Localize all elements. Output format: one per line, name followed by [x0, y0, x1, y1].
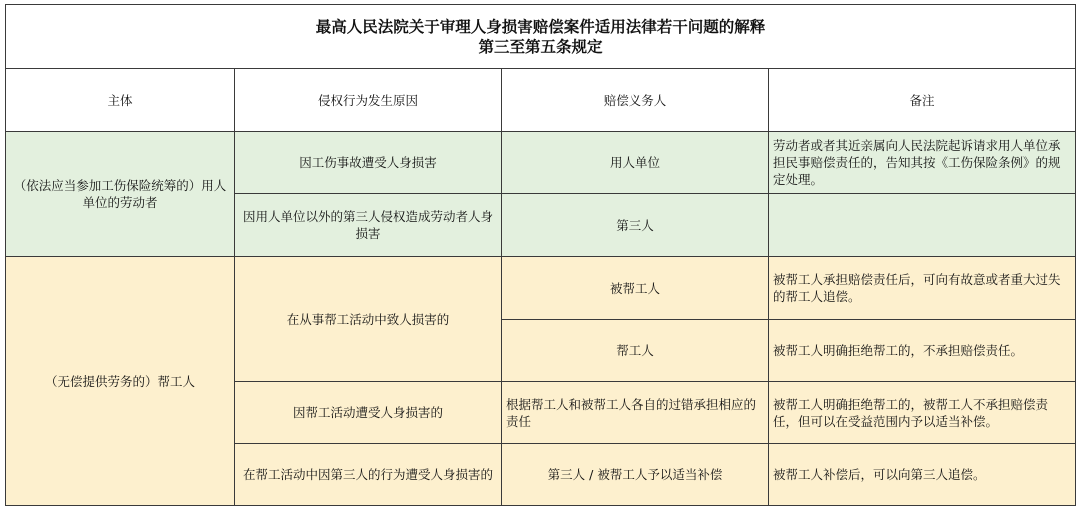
note-cell [769, 194, 1076, 257]
obligor-cell: 根据帮工人和被帮工人各自的过错承担相应的责任 [502, 382, 769, 444]
subject-cell: （无偿提供劳务的）帮工人 [6, 257, 235, 506]
cause-cell: 在从事帮工活动中致人损害的 [235, 257, 502, 382]
title-row [6, 5, 1076, 69]
note-cell: 被帮工人明确拒绝帮工的，被帮工人不承担赔偿责任，但可以在受益范围内予以适当补偿。 [769, 382, 1076, 444]
note-cell: 被帮工人补偿后，可以向第三人追偿。 [769, 444, 1076, 506]
cause-cell: 因用人单位以外的第三人侵权造成劳动者人身损害 [235, 194, 502, 257]
header-subject: 主体 [6, 69, 235, 132]
regulation-table-container [5, 4, 1075, 506]
cause-cell: 因帮工活动遭受人身损害的 [235, 382, 502, 444]
header-cause: 侵权行为发生原因 [235, 69, 502, 132]
obligor-cell: 帮工人 [502, 320, 769, 382]
note-cell: 被帮工人承担赔偿责任后，可向有故意或者重大过失的帮工人追偿。 [769, 257, 1076, 320]
note-cell: 被帮工人明确拒绝帮工的，不承担赔偿责任。 [769, 320, 1076, 382]
obligor-cell: 第三人 [502, 194, 769, 257]
cause-cell: 因工伤事故遭受人身损害 [235, 132, 502, 194]
obligor-cell: 被帮工人 [502, 257, 769, 320]
table-title-line1: 最高人民法院关于审理人身损害赔偿案件适用法律若干问题的解释 [315, 17, 766, 36]
note-cell: 劳动者或者其近亲属向人民法院起诉请求用人单位承担民事赔偿责任的，告知其按《工伤保险条例》的规定处理。 [769, 132, 1076, 194]
obligor-cell: 第三人 / 被帮工人予以适当补偿 [502, 444, 769, 506]
header-obligor: 赔偿义务人 [502, 69, 769, 132]
header-row [6, 69, 1076, 132]
table-row [6, 257, 1076, 320]
header-note: 备注 [769, 69, 1076, 132]
cause-cell: 在帮工活动中因第三人的行为遭受人身损害的 [235, 444, 502, 506]
table-row [6, 132, 1076, 194]
obligor-cell: 用人单位 [502, 132, 769, 194]
table-title [6, 5, 1076, 69]
table-title-line2: 第三至第五条规定 [478, 37, 603, 56]
subject-cell: （依法应当参加工伤保险统筹的）用人单位的劳动者 [6, 132, 235, 257]
regulation-table [5, 4, 1076, 506]
